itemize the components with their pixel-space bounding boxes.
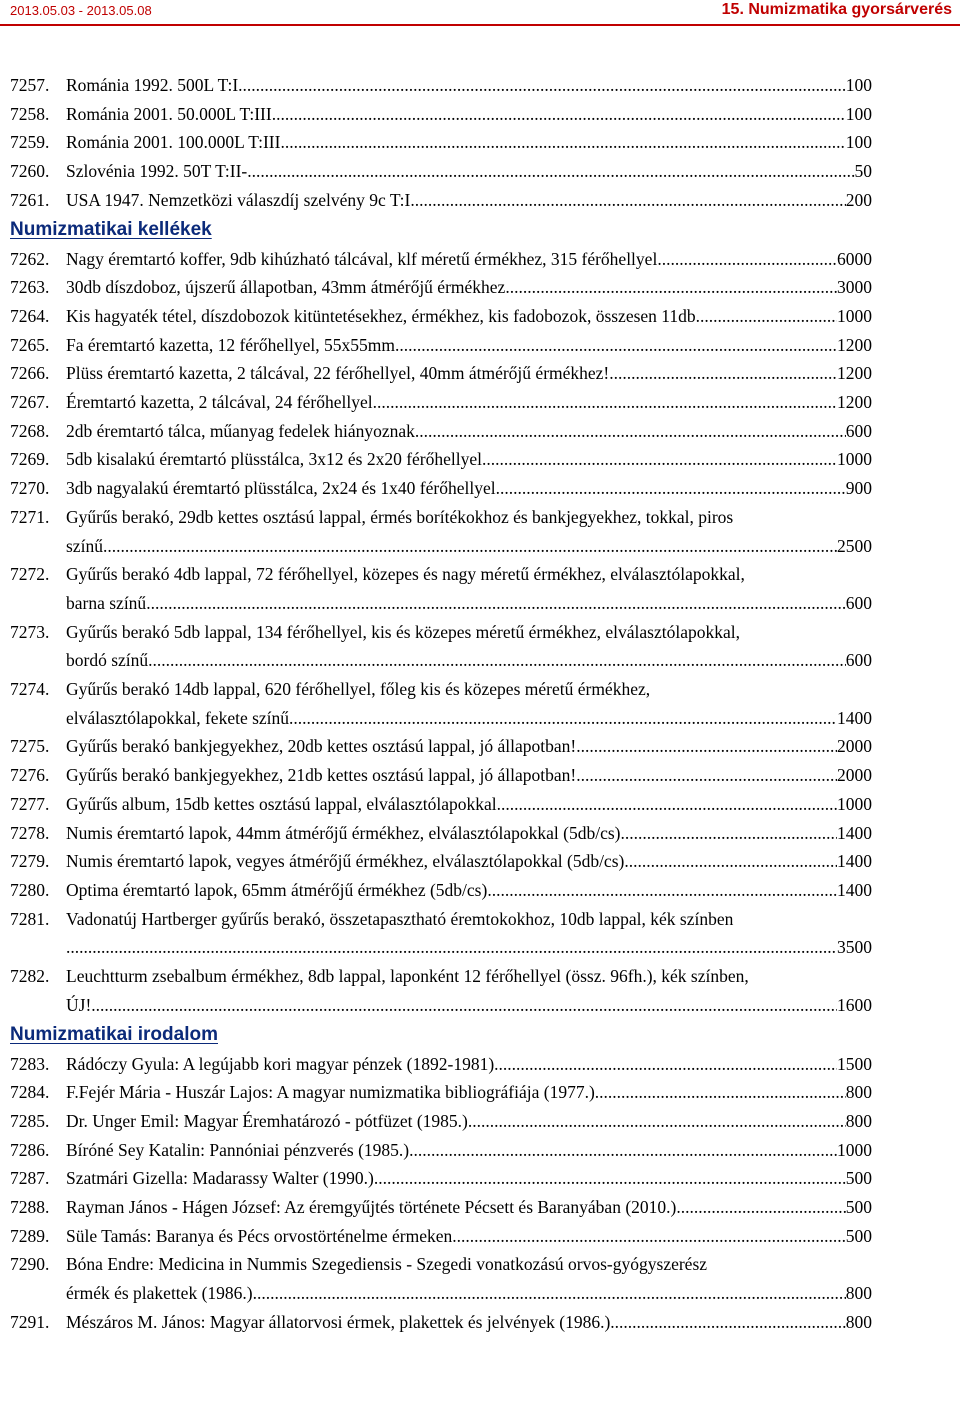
lot-price: 2500 [837, 535, 872, 556]
lot-description [66, 1250, 872, 1307]
header-title: 15. Numizmatika gyorsárverés [721, 1, 952, 18]
dot-leader [595, 1078, 846, 1107]
lot-item [10, 1222, 872, 1251]
lot-description-text: Gyűrűs berakó bankjegyekhez, 20db kettes osztású lappal, jó állapotban! [66, 736, 577, 757]
lot-item [10, 128, 872, 157]
lot-price: 6000 [837, 248, 872, 269]
dot-leader [66, 933, 837, 962]
lot-price: 800 [845, 1082, 872, 1103]
lot-description [66, 359, 872, 388]
lot-price: 1400 [837, 707, 872, 728]
lot-description [66, 1308, 872, 1337]
lot-description-text: Szlovénia 1992. 50T T:II- [66, 161, 248, 182]
lot-description [66, 732, 872, 761]
lot-price: 1200 [837, 334, 872, 355]
dot-leader [696, 302, 837, 331]
lot-description-text: bordó színű [66, 650, 149, 671]
lot-number: 7281. [10, 908, 50, 929]
lot-price: 1000 [837, 1139, 872, 1160]
lot-item [10, 962, 872, 1019]
lot-description-line [66, 589, 872, 618]
lot-description-text: Szatmári Gizella: Madarassy Walter (1990.) [66, 1168, 374, 1189]
lot-description-text: Románia 2001. 100.000L T:III [66, 132, 281, 153]
dot-leader [497, 790, 837, 819]
lot-description-line [66, 71, 872, 100]
lot-description-text: Mészáros M. János: Magyar állatorvosi érmek, plakettek és jelvények (1986.) [66, 1311, 611, 1332]
lot-description [66, 905, 872, 962]
lot-description-text: 3db nagyalakú éremtartó plüsstálca, 2x24 és 1x40 férőhellyel [66, 478, 496, 499]
dot-leader [452, 1222, 846, 1251]
header-dates: 2013.05.03 - 2013.05.08 [10, 3, 152, 18]
lot-item [10, 503, 872, 560]
lot-item [10, 761, 872, 790]
lot-price: 100 [845, 75, 872, 95]
lot-description-text: Süle Tamás: Baranya és Pécs orvostörténelme érmeken [66, 1225, 453, 1246]
lot-item [10, 474, 872, 503]
lot-description [66, 962, 872, 1019]
dot-leader [609, 359, 837, 388]
lot-description-text: barna színű [66, 592, 147, 613]
lot-number: 7276. [10, 765, 50, 786]
lot-number: 7287. [10, 1168, 50, 1189]
dot-leader [148, 646, 846, 675]
lot-number: 7274. [10, 679, 50, 700]
lot-number: 7261. [10, 189, 50, 210]
lot-description-text: Plüss éremtartó kazetta, 2 tálcával, 22 férőhellyel, 40mm átmérőjű érmékhez! [66, 363, 610, 384]
lot-description-line [66, 503, 872, 532]
lot-price: 1600 [837, 994, 872, 1015]
lot-number: 7259. [10, 132, 50, 153]
lot-price: 800 [845, 1311, 872, 1332]
lot-description-text: Gyűrűs berakó 14db lappal, 620 férőhellyel, főleg kis és közepes méretű érmékhez, [66, 679, 651, 700]
lot-description-line [66, 732, 872, 761]
dot-leader [676, 1193, 845, 1222]
dot-leader [289, 704, 837, 733]
lot-item [10, 618, 872, 675]
lot-description-text: Fa éremtartó kazetta, 12 férőhellyel, 55x55mm [66, 334, 395, 355]
lot-price: 100 [845, 132, 872, 153]
lot-number: 7290. [10, 1254, 50, 1275]
dot-leader [253, 1279, 846, 1308]
lot-description-text: színű [66, 535, 103, 556]
lot-number: 7268. [10, 420, 50, 441]
lot-item [10, 732, 872, 761]
lot-description-text: Románia 1992. 500L T:I [66, 75, 239, 95]
dot-leader [496, 474, 846, 503]
catalog-list [10, 71, 872, 1337]
lot-price: 3000 [837, 277, 872, 298]
lot-description-line [66, 962, 872, 991]
lot-description [66, 847, 872, 876]
lot-description [66, 675, 872, 732]
lot-description-text: elválasztólapokkal, fekete színű [66, 707, 290, 728]
lot-description [66, 819, 872, 848]
lot-item [10, 675, 872, 732]
lot-number: 7264. [10, 305, 50, 326]
lot-price: 1400 [837, 879, 872, 900]
lot-description-text: Dr. Unger Emil: Magyar Éremhatározó - pótfüzet (1985.) [66, 1110, 468, 1131]
lot-price: 800 [845, 1110, 872, 1131]
lot-description [66, 302, 872, 331]
lot-description-line [66, 790, 872, 819]
dot-leader [374, 1164, 846, 1193]
lot-price: 1200 [837, 363, 872, 384]
section-heading: Numizmatikai kellékek [10, 218, 212, 240]
lot-description-text: Numis éremtartó lapok, vegyes átmérőjű érmékhez, elválasztólapokkal (5db/cs) [66, 851, 625, 872]
lot-description-line [66, 560, 872, 589]
lot-price: 1000 [837, 793, 872, 814]
lot-number: 7284. [10, 1082, 50, 1103]
lot-price: 800 [845, 1283, 872, 1304]
lot-description [66, 388, 872, 417]
lot-description-text: 2db éremtartó tálca, műanyag fedelek hiányoznak [66, 420, 415, 441]
lot-description-text: Leuchtturm zsebalbum érmékhez, 8db lappal, laponként 12 férőhellyel (össz. 96fh.), kék színben, [66, 966, 749, 987]
lot-item [10, 417, 872, 446]
lot-description-line [66, 1164, 872, 1193]
lot-number: 7278. [10, 822, 50, 843]
lot-description-line [66, 100, 872, 129]
lot-description [66, 876, 872, 905]
lot-item [10, 1193, 872, 1222]
lot-description [66, 273, 872, 302]
lot-price: 1500 [837, 1053, 872, 1074]
dot-leader [272, 100, 846, 129]
lot-description [66, 761, 872, 790]
lot-number: 7263. [10, 277, 50, 298]
lot-description-text: Nagy éremtartó koffer, 9db kihúzható tálcával, klf méretű érmékhez, 315 férőhellyel [66, 248, 658, 269]
lot-description [66, 474, 872, 503]
lot-description-line [66, 1250, 872, 1279]
lot-description [66, 560, 872, 617]
lot-description-text: 5db kisalakú éremtartó plüsstálca, 3x12 és 2x20 férőhellyel [66, 449, 482, 470]
lot-number: 7282. [10, 966, 50, 987]
lot-description-line [66, 847, 872, 876]
dot-leader [280, 128, 845, 157]
lot-item [10, 445, 872, 474]
lot-item [10, 1308, 872, 1337]
lot-description-line [66, 128, 872, 157]
lot-item [10, 819, 872, 848]
dot-leader [624, 847, 837, 876]
lot-price: 500 [845, 1225, 872, 1246]
lot-description-text: érmék és plakettek (1986.) [66, 1283, 253, 1304]
lot-price: 2000 [837, 765, 872, 786]
lot-description-line [66, 302, 872, 331]
lot-description-text: Románia 2001. 50.000L T:III [66, 103, 272, 124]
dot-leader [247, 157, 854, 186]
lot-item [10, 245, 872, 274]
dot-leader [482, 445, 837, 474]
dot-leader [620, 819, 837, 848]
lot-number: 7265. [10, 334, 50, 355]
lot-description [66, 245, 872, 274]
lot-description [66, 71, 872, 100]
lot-description-text: Numis éremtartó lapok, 44mm átmérőjű érmékhez, elválasztólapokkal (5db/cs) [66, 822, 621, 843]
lot-description-text: Rádóczy Gyula: A legújabb kori magyar pénzek (1892-1981) [66, 1053, 495, 1074]
lot-item [10, 1107, 872, 1136]
lot-description-text: Bóna Endre: Medicina in Nummis Szegediensis - Szegedi vonatkozású orvos-gyógyszerész [66, 1254, 708, 1275]
lot-number: 7275. [10, 736, 50, 757]
lot-description-text: 30db díszdoboz, újszerű állapotban, 43mm átmérőjű érmékhez [66, 277, 506, 298]
lot-description [66, 1050, 872, 1079]
dot-leader [409, 1136, 837, 1165]
lot-description-text: Éremtartó kazetta, 2 tálcával, 24 férőhellyel [66, 392, 373, 413]
lot-description [66, 1107, 872, 1136]
lot-number: 7272. [10, 564, 50, 585]
lot-item [10, 331, 872, 360]
lot-number: 7266. [10, 363, 50, 384]
lot-number: 7289. [10, 1225, 50, 1246]
lot-number: 7280. [10, 879, 50, 900]
lot-description-line [66, 186, 872, 215]
dot-leader [415, 417, 846, 446]
lot-description [66, 157, 872, 186]
lot-description-line [66, 1193, 872, 1222]
lot-description-text: F.Fejér Mária - Huszár Lajos: A magyar numizmatika bibliográfiája (1977.) [66, 1082, 595, 1103]
lot-description [66, 1164, 872, 1193]
lot-number: 7271. [10, 506, 50, 527]
dot-leader [494, 1050, 837, 1079]
lot-number: 7267. [10, 392, 50, 413]
lot-description [66, 186, 872, 215]
lot-description-line [66, 1050, 872, 1079]
lot-price: 1400 [837, 851, 872, 872]
lot-number: 7286. [10, 1139, 50, 1160]
lot-price: 600 [845, 592, 872, 613]
lot-description [66, 1193, 872, 1222]
lot-price: 3500 [837, 937, 872, 958]
lot-description [66, 1136, 872, 1165]
lot-description-text: Gyűrűs berakó, 29db kettes osztású lappal, érmés borítékokhoz és bankjegyekhez, tokkal, piros [66, 506, 734, 527]
lot-description-line [66, 704, 872, 733]
dot-leader [410, 186, 845, 215]
dot-leader [103, 532, 837, 561]
dot-leader [468, 1107, 846, 1136]
lot-description-line [66, 245, 872, 274]
lot-description-line [66, 1222, 872, 1251]
lot-description-text: ÚJ! [66, 994, 92, 1015]
lot-description [66, 100, 872, 129]
lot-item [10, 1164, 872, 1193]
lot-item [10, 1078, 872, 1107]
lot-number: 7291. [10, 1311, 50, 1332]
lot-description [66, 445, 872, 474]
lot-description-line [66, 445, 872, 474]
lot-number: 7269. [10, 449, 50, 470]
lot-price: 600 [845, 420, 872, 441]
lot-number: 7277. [10, 793, 50, 814]
lot-description-text: Gyűrűs berakó bankjegyekhez, 21db kettes osztású lappal, jó állapotban! [66, 765, 577, 786]
lot-description-line [66, 388, 872, 417]
lot-description-text: Gyűrűs berakó 5db lappal, 134 férőhellyel, kis és közepes méretű érmékhez, elválasztólapokkal, [66, 621, 740, 642]
lot-item [10, 71, 872, 100]
lot-price: 500 [845, 1197, 872, 1218]
lot-item [10, 388, 872, 417]
lot-description-line [66, 1078, 872, 1107]
lot-description-line [66, 157, 872, 186]
lot-description-text: USA 1947. Nemzetközi válaszdíj szelvény 9c T:I [66, 189, 411, 210]
lot-price: 600 [845, 650, 872, 671]
lot-description-text: Gyűrűs berakó 4db lappal, 72 férőhellyel, közepes és nagy méretű érmékhez, elválasztólapokkal, [66, 564, 745, 585]
lot-price: 1200 [837, 392, 872, 413]
lot-description-line [66, 819, 872, 848]
lot-description-line [66, 359, 872, 388]
lot-number: 7258. [10, 103, 50, 124]
lot-description-text: Optima éremtartó lapok, 65mm átmérőjű érmékhez (5db/cs) [66, 879, 488, 900]
lot-description [66, 1222, 872, 1251]
lot-description [66, 417, 872, 446]
lot-description-text: Gyűrűs album, 15db kettes osztású lappal, elválasztólapokkal [66, 793, 497, 814]
lot-item [10, 790, 872, 819]
dot-leader [91, 991, 837, 1020]
lot-price: 1000 [837, 305, 872, 326]
lot-item [10, 186, 872, 215]
lot-price: 200 [845, 189, 872, 210]
lot-description-line [66, 273, 872, 302]
lot-description-text: Rayman János - Hágen József: Az éremgyűjtés története Pécsett és Baranyában (2010.) [66, 1197, 677, 1218]
lot-number: 7285. [10, 1110, 50, 1131]
lot-price: 2000 [837, 736, 872, 757]
lot-item [10, 560, 872, 617]
lot-price: 1400 [837, 822, 872, 843]
lot-description-line [66, 1107, 872, 1136]
dot-leader [146, 589, 846, 618]
dot-leader [487, 876, 837, 905]
lot-price: 900 [845, 478, 872, 499]
lot-description-line [66, 991, 872, 1020]
lot-description-line [66, 876, 872, 905]
lot-number: 7262. [10, 248, 50, 269]
lot-description [66, 128, 872, 157]
lot-number: 7279. [10, 851, 50, 872]
lot-description-text: Kis hagyaték tétel, díszdobozok kitüntetésekhez, érmékhez, kis fadobozok, összesen 11db [66, 305, 696, 326]
dot-leader [576, 732, 837, 761]
lot-description [66, 790, 872, 819]
lot-description [66, 331, 872, 360]
lot-item [10, 302, 872, 331]
lot-price: 1000 [837, 449, 872, 470]
lot-description-line [66, 761, 872, 790]
lot-description-line [66, 618, 872, 647]
lot-item [10, 876, 872, 905]
lot-description-line [66, 1136, 872, 1165]
lot-number: 7257. [10, 75, 50, 95]
section-heading: Numizmatikai irodalom [10, 1023, 218, 1045]
dot-leader [373, 388, 837, 417]
lot-item [10, 847, 872, 876]
dot-leader [610, 1308, 845, 1337]
lot-number: 7283. [10, 1053, 50, 1074]
lot-description-line [66, 905, 872, 934]
lot-item [10, 1050, 872, 1079]
lot-description-text: Bíróné Sey Katalin: Pannóniai pénzverés (1985.) [66, 1139, 410, 1160]
lot-number: 7260. [10, 161, 50, 182]
lot-description [66, 1078, 872, 1107]
dot-leader [576, 761, 837, 790]
lot-description-line [66, 646, 872, 675]
lot-number: 7288. [10, 1197, 50, 1218]
lot-description-line [66, 675, 872, 704]
page-header [0, 0, 960, 24]
lot-item [10, 1136, 872, 1165]
lot-description [66, 503, 872, 560]
lot-item [10, 157, 872, 186]
dot-leader [505, 273, 837, 302]
lot-item [10, 1250, 872, 1307]
lot-price: 50 [854, 161, 872, 182]
dot-leader [238, 71, 846, 100]
lot-item [10, 359, 872, 388]
lot-item [10, 273, 872, 302]
lot-number: 7273. [10, 621, 50, 642]
dot-leader [657, 245, 837, 274]
lot-description-line [66, 1279, 872, 1308]
lot-price: 500 [845, 1168, 872, 1189]
lot-description-line [66, 474, 872, 503]
lot-description [66, 618, 872, 675]
lot-description-line [66, 532, 872, 561]
header-rule [0, 24, 960, 26]
lot-price: 100 [845, 103, 872, 124]
lot-description-line [66, 331, 872, 360]
lot-description-line [66, 933, 872, 962]
lot-number: 7270. [10, 478, 50, 499]
lot-item [10, 905, 872, 962]
lot-item [10, 100, 872, 129]
dot-leader [395, 331, 837, 360]
lot-description-line [66, 1308, 872, 1337]
lot-description-text: Vadonatúj Hartberger gyűrűs berakó, összetapasztható éremtokokhoz, 10db lappal, kék színben [66, 908, 734, 929]
lot-description-line [66, 417, 872, 446]
